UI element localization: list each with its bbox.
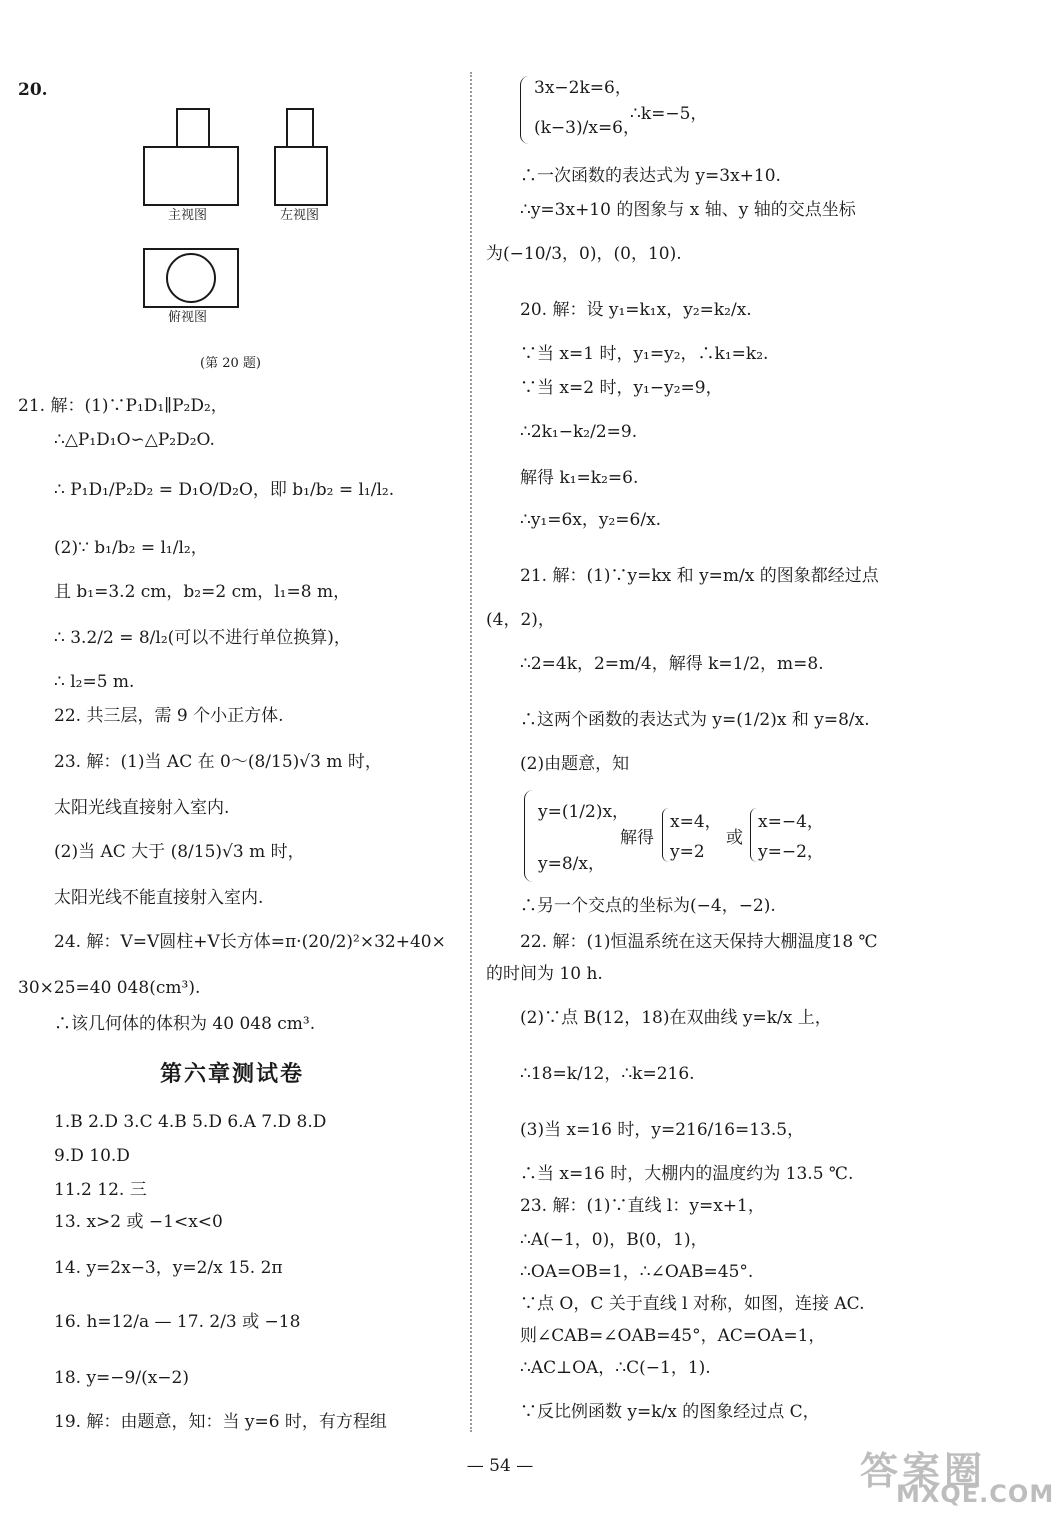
answers-line-3: 11.2 12. 三 [54,1180,147,1200]
r-q21-end: ∴另一个交点的坐标为(−4，−2). [520,896,776,916]
answers-line-6: 16. h=12/a — 17. 2/3 或 −18 [54,1312,301,1332]
system3-eq-2: y=2 [670,842,705,862]
system-brace-3 [662,808,669,862]
section-title: 第六章测试卷 [160,1061,305,1087]
figure-caption: (第 20 题) [200,356,261,371]
column-divider [470,72,472,1432]
r-q23-line-7: ∵反比例函数 y=k/x 的图象经过点 C， [520,1402,820,1422]
r-q23-line-4: ∵点 O，C 关于直线 l 对称，如图，连接 AC. [520,1294,865,1314]
r-q22-line-1: 22. 解：(1)恒温系统在这天保持大棚温度18 ℃ [520,932,878,952]
answers-line-1: 1.B 2.D 3.C 4.B 5.D 6.A 7.D 8.D [54,1112,327,1132]
watermark [860,1440,1054,1508]
r-q20-line-3: ∵当 x=2 时，y₁−y₂=9， [520,378,723,398]
front-view-base [143,146,239,206]
front-view-top-block [176,108,210,150]
r-q23-line-6: ∴AC⊥OA，∴C(−1，1). [520,1358,711,1378]
r-q21-line-4: ∴这两个函数的表达式为 y=(1/2)x 和 y=8/x. [520,710,870,730]
q23-line-3: (2)当 AC 大于 (8/15)√3 m 时， [54,842,305,862]
system2-eq-2: y=8/x， [538,854,605,874]
q20-number: 20. [18,80,48,100]
r-q20-line-2: ∵当 x=1 时，y₁=y₂，∴k₁=k₂. [520,344,769,364]
side-view-base [274,146,328,206]
answers-line-2: 9.D 10.D [54,1146,130,1166]
q21-line-6: ∴ 3.2/2 = 8/l₂(可以不进行单位换算)， [54,628,351,648]
r-q20-line-4: ∴2k₁−k₂/2=9. [520,422,638,442]
system2-solve-label: 解得 [620,828,654,848]
r-q20-line-6: ∴y₁=6x，y₂=6/x. [520,510,662,530]
system4-eq-2: y=−2， [758,842,824,862]
watermark-logo: 答案圈 [860,1449,987,1493]
r-q20-line-1: 20. 解：设 y₁=k₁x，y₂=k₂/x. [520,300,752,320]
r-q23-line-3: ∴OA=OB=1，∴∠OAB=45°. [520,1262,754,1282]
q23-line-1: 23. 解：(1)当 AC 在 0～(8/15)√3 m 时， [54,752,382,772]
q21-line-3: ∴ P₁D₁/P₂D₂ = D₁O/D₂O，即 b₁/b₂ = l₁/l₂. [54,480,395,500]
q21-line-5: 且 b₁=3.2 cm，b₂=2 cm，l₁=8 m， [54,582,351,602]
side-view-label: 左视图 [280,208,320,223]
q21-line-2: ∴△P₁D₁O∽△P₂D₂O. [54,430,215,450]
r-q22-line-3: (2)∵点 B(12，18)在双曲线 y=k/x 上， [520,1008,832,1028]
answers-line-4: 13. x>2 或 −1<x<0 [54,1212,223,1232]
r-line-a3: 为(−10/3，0)，(0，10). [486,244,682,264]
q23-line-2: 太阳光线直接射入室内. [54,798,230,818]
page-number: — 54 — [466,1456,534,1476]
q24-line-3: ∴该几何体的体积为 40 048 cm³. [54,1014,316,1034]
q24-line-1: 24. 解：V=V圆柱+V长方体=π·(20/2)²×32+40× [54,932,446,952]
r-q23-line-5: 则∠CAB=∠OAB=45°，AC=OA=1， [520,1326,826,1346]
watermark-site: MXQE.COM [896,1480,1054,1508]
r-q22-line-6: ∴当 x=16 时，大棚内的温度约为 13.5 ℃. [520,1164,854,1184]
system4-eq-1: x=−4， [758,812,824,832]
r-q23-line-1: 23. 解：(1)∵直线 l：y=x+1， [520,1196,765,1216]
system-brace-2 [524,790,533,882]
system-brace-1 [520,76,529,144]
r-line-a1: ∴一次函数的表达式为 y=3x+10. [520,166,781,186]
system1-result: ∴k=−5， [630,104,708,124]
r-q20-line-5: 解得 k₁=k₂=6. [520,468,639,488]
r-q21-line-5: (2)由题意，知 [520,754,630,774]
q21-line-7: ∴ l₂=5 m. [54,672,135,692]
q24-line-2: 30×25=40 048(cm³). [18,978,201,998]
system3-eq-1: x=4， [670,812,722,832]
r-q22-line-2: 的时间为 10 h. [486,964,603,984]
answers-line-7: 18. y=−9/(x−2) [54,1368,189,1388]
r-q21-line-3: ∴2=4k，2=m/4，解得 k=1/2，m=8. [520,654,824,674]
r-line-a2: ∴y=3x+10 的图象与 x 轴、y 轴的交点坐标 [520,200,856,220]
r-q21-line-2: (4，2)， [486,610,555,630]
q21-line-1: 21. 解：(1)∵P₁D₁∥P₂D₂， [18,396,228,416]
front-view-label: 主视图 [168,208,208,223]
system2-eq-1: y=(1/2)x， [538,802,630,822]
top-view-circle [166,253,216,303]
r-q21-line-1: 21. 解：(1)∵y=kx 和 y=m/x 的图象都经过点 [520,566,879,586]
answers-line-5: 14. y=2x−3，y=2/x 15. 2π [54,1258,283,1278]
r-q22-line-4: ∴18=k/12，∴k=216. [520,1064,695,1084]
side-view-top-block [286,108,314,150]
system1-eq-2: (k−3)/x=6， [534,118,641,138]
system1-eq-1: 3x−2k=6， [534,78,632,98]
r-q23-line-2: ∴A(−1，0)，B(0，1)， [520,1230,708,1250]
answers-line-8: 19. 解：由题意，知：当 y=6 时，有方程组 [54,1412,387,1432]
q23-line-4: 太阳光线不能直接射入室内. [54,888,264,908]
q21-line-4: (2)∵ b₁/b₂ = l₁/l₂， [54,538,208,558]
q22-line: 22. 共三层，需 9 个小正方体. [54,706,284,726]
top-view-label: 俯视图 [168,310,208,325]
system-brace-4 [750,808,757,862]
system-or: 或 [726,828,743,848]
r-q22-line-5: (3)当 x=16 时，y=216/16=13.5， [520,1120,805,1140]
